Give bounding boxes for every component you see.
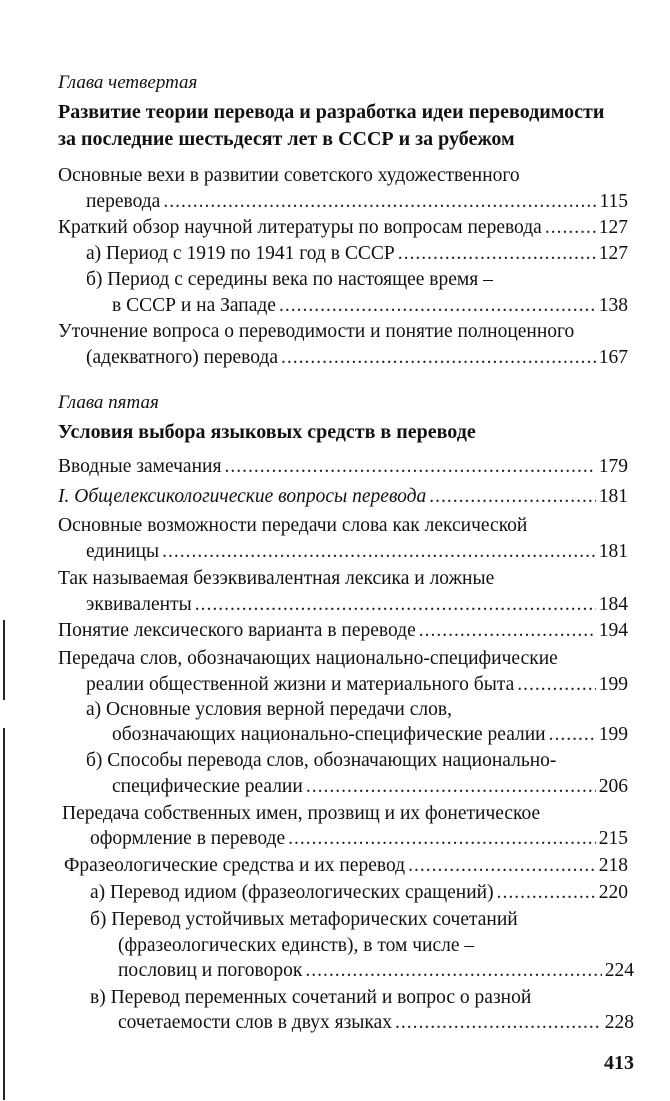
toc-entry-title: сочетаемости слов в двух языках: [118, 1012, 392, 1033]
dot-leader: [163, 189, 596, 215]
toc-entry-title: а) Перевод идиом (фразеологических сращений): [90, 882, 494, 903]
dot-leader: [408, 853, 596, 879]
scan-margin-line: [3, 728, 5, 1100]
toc-entry[interactable]: [86, 189, 628, 215]
toc-entry-title: (адекватного) перевода: [86, 347, 278, 368]
toc-entry-line: б) Период с середины века по настоящее время –: [86, 269, 493, 290]
toc-entry-line: в) Перевод переменных сочетаний и вопрос о разной: [90, 987, 532, 1008]
toc-entry-line: Уточнение вопроса о переводимости и понятие полноценного: [58, 321, 575, 342]
dot-leader: [395, 1010, 602, 1036]
toc-entry[interactable]: [112, 293, 628, 319]
toc-page-number: 181: [598, 486, 628, 507]
toc-page-number: 127: [598, 217, 628, 238]
toc-entry[interactable]: [58, 618, 628, 644]
toc-entry-title: Краткий обзор научной литературы по вопросам перевода: [58, 217, 542, 238]
dot-leader: [517, 672, 596, 698]
toc-page-number: 218: [598, 855, 628, 876]
toc-entry-title: оформление в переводе: [90, 828, 286, 849]
toc-entry[interactable]: [86, 592, 628, 618]
toc-section-title: I. Общелексикологические вопросы перевода: [58, 486, 427, 507]
toc-entry-title: обозначающих национально-специфические реалии: [112, 724, 546, 745]
toc-entry[interactable]: [118, 1010, 634, 1036]
toc-page-number: 228: [604, 1012, 634, 1033]
toc-entry-title: пословиц и поговорок: [118, 960, 303, 981]
toc-entry[interactable]: [86, 539, 628, 565]
dot-leader: [281, 345, 596, 371]
chapter-five-title: Условия выбора языковых средств в переводе: [58, 421, 476, 443]
toc-entry-title: эквиваленты: [86, 594, 192, 615]
chapter-four-title-line2: за последние шестьдесят лет в СССР и за рубежом: [58, 128, 515, 150]
toc-entry-line: Передача слов, обозначающих национально-специфические: [58, 648, 558, 669]
dot-leader: [288, 826, 596, 852]
toc-page-number: 220: [598, 882, 628, 903]
toc-entry-title: Понятие лексического варианта в переводе: [58, 620, 416, 641]
toc-entry-title: Вводные замечания: [58, 456, 222, 477]
chapter-four-title-line1: Развитие теории перевода и разработка идеи переводимости: [58, 101, 605, 123]
dot-leader: [549, 722, 596, 748]
toc-entry[interactable]: [90, 880, 628, 906]
toc-entry-line: Так называемая безэквивалентная лексика и ложные: [58, 568, 495, 589]
dot-leader: [545, 215, 596, 241]
toc-entry-title: реалии общественной жизни и материального быта: [86, 674, 515, 695]
toc-entry[interactable]: [118, 958, 634, 984]
toc-entry-title: Фразеологические средства и их перевод: [64, 855, 406, 876]
toc-page-number: 224: [604, 960, 634, 981]
dot-leader: [162, 539, 596, 565]
toc-page-number: 215: [598, 828, 628, 849]
toc-entry-line: б) Способы перевода слов, обозначающих национально-: [86, 750, 557, 771]
toc-entry[interactable]: [90, 826, 628, 852]
toc-entry[interactable]: [86, 241, 628, 267]
toc-entry[interactable]: [112, 774, 628, 800]
chapter-four-label: Глава четвертая: [58, 72, 198, 93]
toc-entry-line: Передача собственных имен, прозвищ и их фонетическое: [62, 803, 541, 824]
toc-page-number: 167: [598, 347, 628, 368]
toc-entry[interactable]: [64, 853, 628, 879]
dot-leader: [195, 592, 596, 618]
toc-entry[interactable]: [86, 672, 628, 698]
toc-entry-title: специфические реалии: [112, 776, 303, 797]
toc-entry[interactable]: [112, 722, 628, 748]
toc-page-number: 138: [598, 295, 628, 316]
dot-leader: [305, 958, 601, 984]
toc-entry-title: а) Период с 1919 по 1941 год в СССР: [86, 243, 395, 264]
scan-margin-line: [3, 620, 5, 700]
toc-entry-line: (фразеологических единств), в том числе –: [118, 935, 475, 956]
toc-entry[interactable]: [58, 215, 628, 241]
toc-entry[interactable]: [86, 345, 628, 371]
dot-leader: [398, 241, 596, 267]
toc-page-number: 181: [598, 541, 628, 562]
toc-entry[interactable]: [58, 484, 628, 510]
toc-page-number: 199: [598, 674, 628, 695]
toc-entry[interactable]: [58, 454, 628, 480]
toc-page-number: 194: [598, 620, 628, 641]
toc-entry-line: Основные вехи в развитии советского художественного: [58, 165, 520, 186]
toc-page-number: 179: [598, 456, 628, 477]
dot-leader: [429, 484, 595, 510]
toc-entry-line: Основные возможности передачи слова как лексической: [58, 515, 528, 536]
dot-leader: [306, 774, 596, 800]
toc-page-number: 127: [598, 243, 628, 264]
toc-entry-title: в СССР и на Западе: [112, 295, 276, 316]
dot-leader: [497, 880, 596, 906]
toc-page-number: 115: [599, 191, 628, 212]
toc-entry-title: перевода: [86, 191, 161, 212]
chapter-five-label: Глава пятая: [58, 392, 159, 413]
page-number: 413: [604, 1052, 634, 1074]
toc-page-number: 206: [598, 776, 628, 797]
dot-leader: [419, 618, 596, 644]
dot-leader: [224, 454, 595, 480]
toc-entry-line: а) Основные условия верной передачи слов,: [86, 699, 452, 720]
toc-page-number: 184: [598, 594, 628, 615]
toc-entry-line: б) Перевод устойчивых метафорических сочетаний: [90, 909, 518, 930]
dot-leader: [279, 293, 596, 319]
toc-page-number: 199: [598, 724, 628, 745]
toc-entry-title: единицы: [86, 541, 160, 562]
